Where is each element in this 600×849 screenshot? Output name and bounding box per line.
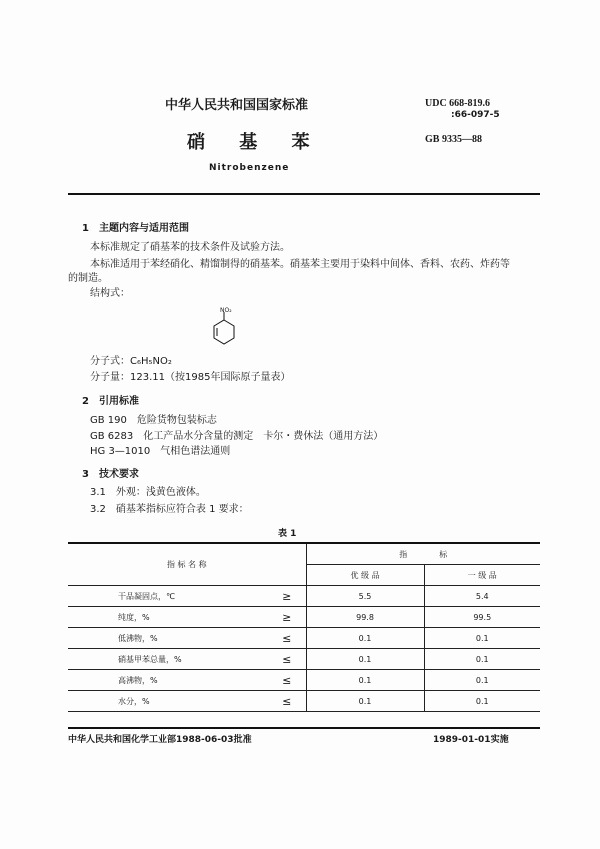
table-row (68, 691, 540, 712)
row-grade-2: 0.1 (424, 691, 540, 712)
section-1-heading: 1 主题内容与适用范围 (82, 223, 189, 234)
row-grade-2: 5.4 (424, 586, 540, 607)
table-row (68, 628, 540, 649)
row-operator: ≤ (268, 649, 306, 670)
header-rule (68, 193, 540, 195)
approval-text: 中华人民共和国化学工业部1988-06-03批准 (68, 735, 252, 745)
reference: GB 6283 化工产品水分含量的测定 卡尔・费休法（通用方法） (90, 431, 384, 442)
table-row (68, 586, 540, 607)
row-name: 硝基甲苯总量，% (68, 649, 268, 670)
molecular-mass: 分子量：123.11（按1985年国际原子量表） (90, 372, 291, 383)
row-operator: ≥ (268, 607, 306, 628)
row-operator: ≤ (268, 691, 306, 712)
section-2-heading: 2 引用标准 (82, 396, 139, 407)
row-name: 低沸物，% (68, 628, 268, 649)
section-3-heading: 3 技术要求 (82, 469, 139, 480)
table-caption: 表 1 (278, 529, 297, 539)
row-grade-1: 5.5 (306, 586, 424, 607)
udc-code: UDC 668-819.6 (425, 98, 490, 109)
table-row (68, 607, 540, 628)
row-grade-1: 0.1 (306, 628, 424, 649)
spec-table (68, 542, 540, 712)
effective-date: 1989-01-01实施 (433, 735, 509, 745)
issuing-org: 中华人民共和国国家标准 (165, 98, 309, 113)
row-operator: ≤ (268, 628, 306, 649)
row-operator: ≤ (268, 670, 306, 691)
doc-subtitle: Nitrobenzene (209, 163, 290, 173)
row-grade-1: 0.1 (306, 649, 424, 670)
row-grade-1: 0.1 (306, 670, 424, 691)
row-grade-2: 0.1 (424, 628, 540, 649)
row-name: 纯度，% (68, 607, 268, 628)
row-name: 干品凝固点，℃ (68, 586, 268, 607)
benzene-ring-structure (205, 312, 235, 348)
row-grade-2: 0.1 (424, 670, 540, 691)
paragraph: 3.2 硝基苯指标应符合表 1 要求： (90, 504, 249, 515)
reference: GB 190 危险货物包装标志 (90, 415, 217, 426)
footer-rule (68, 727, 540, 729)
molecular-formula: 分子式：C₆H₅NO₂ (90, 356, 172, 367)
paragraph: 的制造。 (68, 273, 108, 284)
header-grade-1: 优 级 品 (306, 565, 424, 586)
row-name: 高沸物，% (68, 670, 268, 691)
row-grade-1: 0.1 (306, 691, 424, 712)
row-name: 水分，% (68, 691, 268, 712)
table-row (68, 649, 540, 670)
paragraph: 结构式： (90, 288, 130, 299)
reference: HG 3—1010 气相色谱法通则 (90, 446, 231, 457)
paragraph: 本标准适用于苯经硝化、精馏制得的硝基苯。硝基苯主要用于染料中间体、香料、农药、炸药等 (90, 259, 510, 270)
udc-code-cont: :66-097-5 (451, 110, 500, 120)
paragraph: 3.1 外观：浅黄色液体。 (90, 487, 206, 498)
header-name: 指 标 名 称 (68, 543, 306, 586)
doc-title: 硝 基 苯 (187, 132, 324, 153)
row-grade-2: 99.5 (424, 607, 540, 628)
paragraph: 本标准规定了硝基苯的技术条件及试验方法。 (90, 242, 290, 253)
row-grade-2: 0.1 (424, 649, 540, 670)
nitro-group-label: NO₂ (220, 307, 232, 314)
standard-code: GB 9335—88 (425, 134, 482, 145)
row-operator: ≥ (268, 586, 306, 607)
row-grade-1: 99.8 (306, 607, 424, 628)
table-row (68, 670, 540, 691)
header-index: 指 标 (306, 543, 540, 565)
header-grade-2: 一 级 品 (424, 565, 540, 586)
